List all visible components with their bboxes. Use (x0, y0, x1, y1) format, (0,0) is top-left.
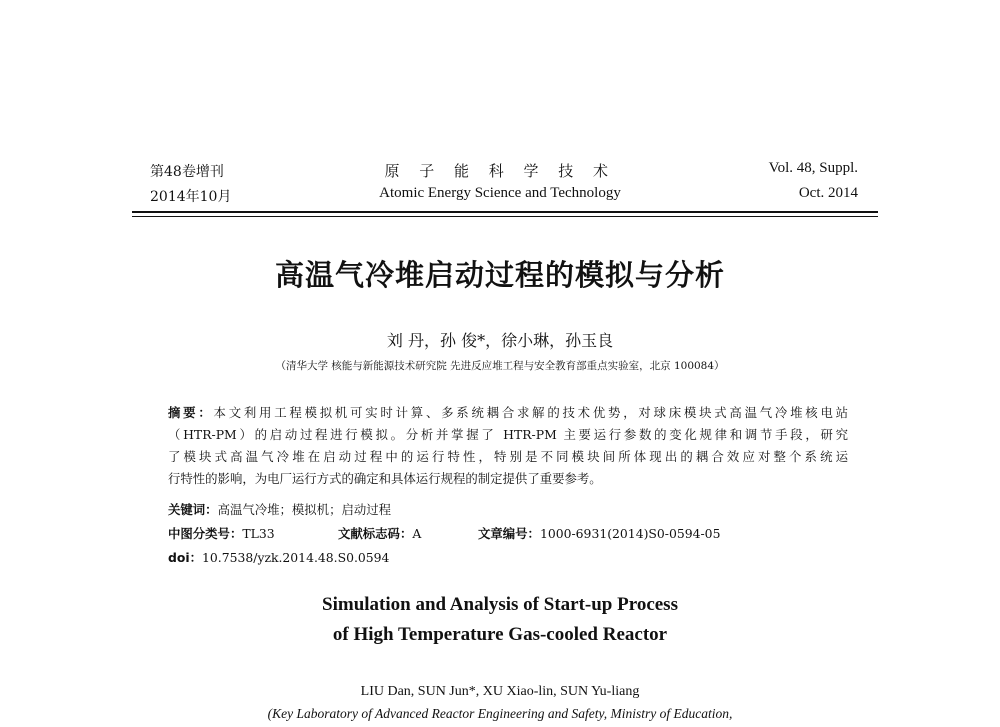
paper-title-en-line1: Simulation and Analysis of Start-up Process (322, 594, 678, 615)
paper-title-cn: 高温气冷堆启动过程的模拟与分析 (274, 258, 725, 292)
keywords: 高温气冷堆；模拟机；启动过程 (217, 502, 392, 517)
header-rule-thin (132, 216, 878, 217)
doi-line (168, 548, 389, 566)
abstract-cn (168, 402, 848, 490)
journal-name-en: Atomic Energy Science and Technology (379, 185, 621, 201)
clc-code: TL33 (242, 526, 275, 541)
article-no-label: 文章编号： (478, 526, 540, 541)
clc-label: 中图分类号： (168, 526, 243, 541)
affiliation-en: (Key Laboratory of Advanced Reactor Engineering and Safety, Ministry of Education, (267, 706, 733, 721)
journal-name-cn: 原 子 能 科 学 技 术 (384, 162, 616, 180)
affiliation-cn: （清华大学 核能与新能源技术研究院 先进反应堆工程与安全教育部重点实验室，北京 100084） (275, 360, 725, 372)
keywords-line (168, 500, 391, 518)
doi: 10.7538/yzk.2014.48.S0.0594 (202, 550, 390, 565)
abstract-line: （HTR-PM）的启动过程进行模拟。分析并掌握了 HTR-PM 主要运行参数的变化规律和调节手段，研究 (168, 427, 848, 442)
header-rule-thick (132, 211, 878, 213)
volume-en: Vol. 48, Suppl. (768, 160, 858, 176)
article-no: 1000-6931(2014)S0-0594-05 (539, 526, 721, 541)
classification-line (168, 524, 720, 542)
authors-en: LIU Dan, SUN Jun*, XU Xiao-lin, SUN Yu-liang (360, 684, 640, 699)
doi-label: doi： (168, 550, 203, 565)
abstract-label: 摘要： (168, 405, 214, 420)
abstract-line: 了模块式高温气冷堆在启动过程中的运行特性，特别是不同模块间所体现出的耦合效应对整个系统运 (168, 449, 848, 464)
authors-cn: 刘 丹，孙 俊*，徐小琳，孙玉良 (386, 331, 614, 350)
doc-code: A (412, 526, 422, 541)
abstract-line: 行特性的影响，为电厂运行方式的确定和具体运行规程的制定提供了重要参考。 (168, 471, 602, 486)
keywords-label: 关键词： (168, 502, 218, 517)
abstract-line: 摘要：本文利用工程模拟机可实时计算、多系统耦合求解的技术优势，对球床模块式高温气冷堆核电站 (168, 405, 849, 420)
doc-code-label: 文献标志码： (338, 526, 413, 541)
date-cn: 2014年10月 (150, 189, 232, 205)
volume-cn: 第48卷增刊 (150, 164, 224, 180)
date-en: Oct. 2014 (798, 185, 858, 201)
paper-title-en-line2: of High Temperature Gas-cooled Reactor (332, 624, 668, 645)
